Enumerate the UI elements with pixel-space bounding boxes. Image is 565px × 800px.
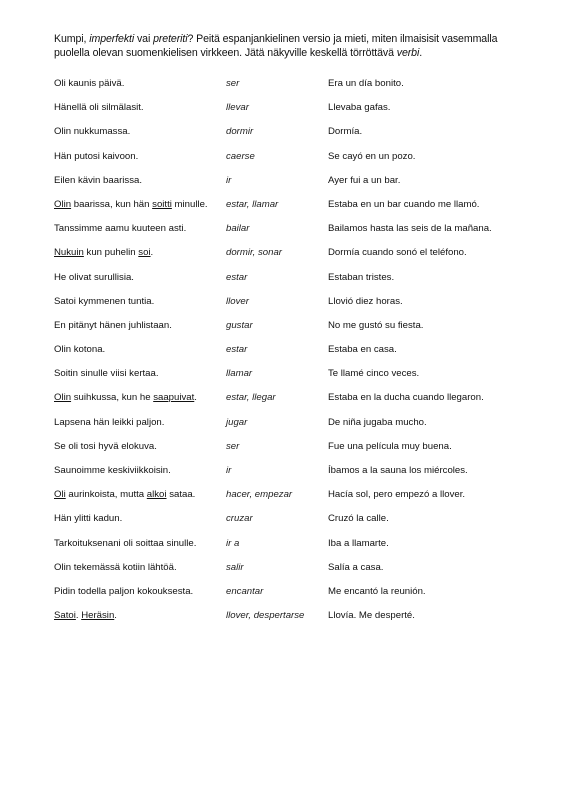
sentence-fragment: Hän ylitti kadun.: [54, 513, 123, 525]
underlined-verb: Nukuin: [54, 247, 84, 259]
spanish-sentence: Estaban tristes.: [328, 271, 395, 283]
spanish-verb: ir a: [226, 537, 240, 549]
finnish-sentence: [54, 223, 186, 235]
spanish-verb: bailar: [226, 223, 250, 235]
spanish-verb: estar: [226, 271, 248, 283]
finnish-sentence: [54, 175, 142, 187]
sentence-row: [54, 368, 524, 392]
finnish-sentence: [54, 465, 171, 477]
finnish-sentence: [54, 151, 138, 163]
sentence-fragment: sataa.: [166, 489, 196, 501]
finnish-sentence: [54, 610, 117, 622]
spanish-verb: ser: [226, 440, 240, 452]
underlined-verb: saapuivat: [153, 392, 195, 404]
sentence-fragment: Soitin sinulle viisi kertaa.: [54, 368, 159, 380]
sentence-fragment: Se oli tosi hyvä elokuva.: [54, 440, 157, 452]
sentence-row: [54, 513, 524, 537]
finnish-sentence: [54, 562, 177, 574]
sentence-fragment: Eilen kävin baarissa.: [54, 174, 142, 186]
sentence-row: [54, 441, 524, 465]
sentence-row: [54, 296, 524, 320]
spanish-sentence: Te llamé cinco veces.: [328, 368, 420, 380]
spanish-verb: llevar: [226, 102, 249, 114]
underlined-verb: Heräsin: [81, 610, 115, 622]
spanish-verb: llover: [226, 295, 249, 307]
finnish-sentence: [54, 586, 193, 598]
sentence-row: [54, 320, 524, 344]
spanish-sentence: No me gustó su fiesta.: [328, 319, 424, 331]
underlined-verb: Olin: [54, 392, 72, 404]
sentence-fragment: aurinkoista, mutta: [65, 489, 147, 501]
instructions-text: vai: [134, 33, 154, 45]
sentence-row: [54, 392, 524, 416]
spanish-sentence: Dormía cuando sonó el teléfono.: [328, 247, 467, 259]
finnish-sentence: [54, 538, 196, 550]
finnish-sentence: [54, 102, 144, 114]
finnish-sentence: [54, 320, 172, 332]
spanish-sentence: Se cayó en un pozo.: [328, 150, 416, 162]
spanish-sentence: Cruzó la calle.: [328, 513, 389, 525]
sentence-fragment: baarissa, kun hän: [71, 198, 153, 210]
sentence-fragment: Olin tekemässä kotiin lähtöä.: [54, 561, 177, 573]
sentence-fragment: Saunoimme keskiviikkoisin.: [54, 465, 171, 476]
sentence-fragment: Hän putosi kaivoon.: [54, 150, 139, 162]
sentence-row: [54, 223, 524, 247]
sentence-row: [54, 465, 524, 489]
spanish-verb: dormir, sonar: [226, 247, 282, 259]
instructions-emphasis: imperfekti: [89, 33, 135, 45]
instructions-text: .: [419, 47, 423, 59]
spanish-verb: salir: [226, 561, 244, 573]
finnish-sentence: [54, 368, 159, 380]
spanish-verb: llover, despertarse: [226, 610, 305, 622]
sentence-fragment: Tanssimme aamu kuuteen asti.: [54, 223, 187, 235]
sentence-fragment: Olin nukkumassa.: [54, 126, 131, 138]
sentence-fragment: minulle.: [171, 198, 208, 210]
underlined-verb: Satoi: [54, 610, 76, 622]
sentence-row: [54, 610, 524, 634]
spanish-verb: estar: [226, 344, 248, 356]
sentence-row: [54, 78, 524, 102]
spanish-sentence: Llevaba gafas.: [328, 102, 391, 114]
spanish-verb: llamar: [226, 368, 253, 380]
sentence-row: [54, 562, 524, 586]
spanish-sentence: Dormía.: [328, 126, 363, 138]
sentence-fragment: Satoi kymmenen tuntia.: [54, 295, 155, 307]
spanish-sentence: Estaba en un bar cuando me llamó.: [328, 198, 480, 210]
spanish-verb: estar, llamar: [226, 198, 279, 210]
sentence-fragment: Hänellä oli silmälasit.: [54, 102, 144, 114]
sentence-fragment: .: [75, 610, 82, 622]
finnish-sentence: [54, 126, 130, 138]
spanish-sentence: Llovió diez horas.: [328, 295, 403, 307]
spanish-verb: cruzar: [226, 513, 253, 525]
sentence-row: [54, 538, 524, 562]
spanish-sentence: Iba a llamarte.: [328, 537, 389, 549]
sentence-fragment: Tarkoituksenani oli soittaa sinulle.: [54, 537, 197, 549]
spanish-sentence: De niña jugaba mucho.: [328, 416, 427, 428]
finnish-sentence: [54, 441, 157, 453]
sentence-row: [54, 151, 524, 175]
sentence-row: [54, 417, 524, 441]
spanish-sentence: Estaba en casa.: [328, 344, 397, 356]
spanish-sentence: Íbamos a la sauna los miércoles.: [328, 465, 468, 476]
instructions-emphasis: verbi: [396, 47, 420, 59]
instructions-emphasis: preteriti: [153, 33, 188, 45]
sentence-fragment: .: [150, 247, 154, 259]
sentence-row: [54, 175, 524, 199]
sentence-fragment: Olin kotona.: [54, 344, 106, 356]
finnish-sentence: [54, 513, 122, 525]
finnish-sentence: [54, 296, 154, 308]
finnish-sentence: [54, 78, 124, 90]
sentence-row: [54, 199, 524, 223]
finnish-sentence: [54, 344, 105, 356]
underlined-verb: soitti: [152, 198, 172, 210]
sentence-fragment: suihkussa, kun he: [71, 392, 154, 404]
sentence-row: [54, 489, 524, 513]
underlined-verb: Olin: [54, 198, 72, 210]
instructions-paragraph: [54, 32, 524, 60]
sentence-fragment: Lapsena hän leikki paljon.: [54, 416, 165, 428]
underlined-verb: alkoi: [146, 489, 167, 501]
spanish-verb: ir: [226, 174, 232, 186]
spanish-sentence: Llovía. Me desperté.: [328, 610, 415, 622]
spanish-verb: dormir: [226, 126, 254, 138]
spanish-sentence: Bailamos hasta las seis de la mañana.: [328, 223, 492, 235]
sentence-row: [54, 247, 524, 271]
spanish-verb: ir: [226, 465, 232, 476]
spanish-verb: ser: [226, 78, 240, 89]
spanish-verb: hacer, empezar: [226, 489, 293, 501]
sentence-fragment: En pitänyt hänen juhlistaan.: [54, 319, 172, 331]
spanish-verb: gustar: [226, 319, 253, 331]
finnish-sentence: [54, 199, 208, 211]
instructions-text: ? Peitä espanjankielinen versio ja mieti, miten ilmaisisit vasemmalla puolella olevan suomenkielisen virkkeen. Jätä näkyville keskellä törröttävä: [54, 33, 498, 59]
spanish-sentence: Salía a casa.: [328, 561, 384, 573]
spanish-sentence: Fue una película muy buena.: [328, 440, 452, 452]
finnish-sentence: [54, 417, 164, 429]
sentence-fragment: .: [114, 610, 117, 622]
sentence-list: [54, 78, 524, 634]
spanish-sentence: Hacía sol, pero empezó a llover.: [328, 489, 466, 501]
spanish-sentence: Ayer fui a un bar.: [328, 174, 401, 186]
sentence-row: [54, 102, 524, 126]
sentence-fragment: Pidin todella paljon kokouksesta.: [54, 585, 194, 597]
spanish-sentence: Estaba en la ducha cuando llegaron.: [328, 392, 484, 404]
finnish-sentence: [54, 247, 153, 259]
instructions-text: Kumpi,: [54, 33, 90, 45]
sentence-fragment: He olivat surullisia.: [54, 271, 134, 283]
finnish-sentence: [54, 272, 134, 284]
sentence-fragment: kun puhelin: [83, 247, 139, 259]
underlined-verb: Oli: [54, 489, 66, 501]
spanish-sentence: Era un día bonito.: [328, 78, 404, 89]
finnish-sentence: [54, 392, 197, 404]
underlined-verb: soi: [138, 247, 151, 259]
spanish-verb: caerse: [226, 150, 255, 162]
spanish-verb: estar, llegar: [226, 392, 276, 404]
spanish-verb: encantar: [226, 585, 264, 597]
spanish-verb: jugar: [226, 416, 248, 428]
sentence-row: [54, 344, 524, 368]
sentence-row: [54, 272, 524, 296]
finnish-sentence: [54, 489, 195, 501]
sentence-fragment: Oli kaunis päivä.: [54, 78, 125, 89]
spanish-sentence: Me encantó la reunión.: [328, 585, 426, 597]
sentence-row: [54, 126, 524, 150]
sentence-row: [54, 586, 524, 610]
sentence-fragment: .: [194, 392, 197, 404]
